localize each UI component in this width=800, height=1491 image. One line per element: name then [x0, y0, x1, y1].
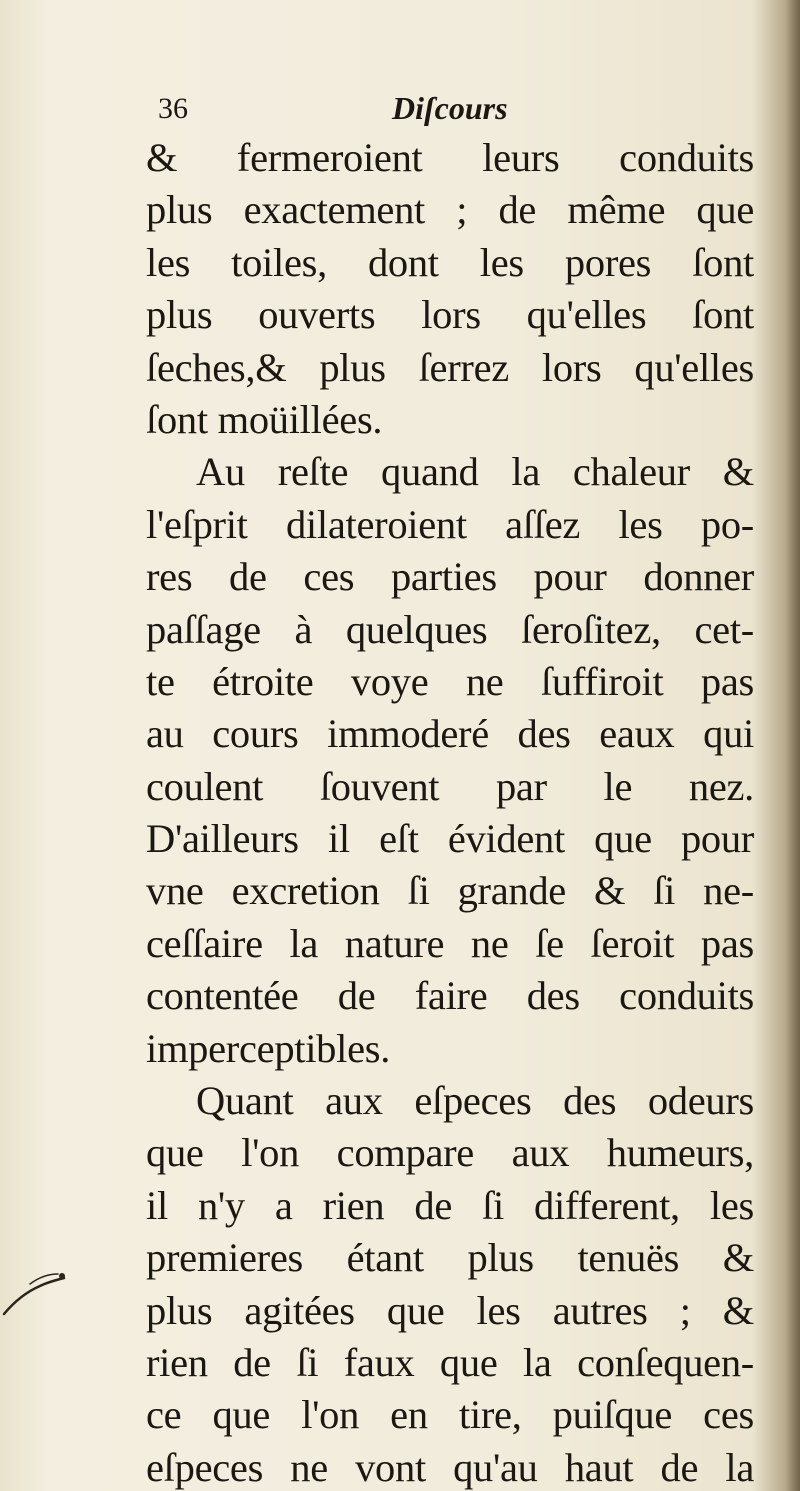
- text-line: te étroite voye ne ſuffiroit pas: [146, 658, 754, 704]
- running-title: Diſcours: [392, 90, 508, 126]
- text-line: plus agitées que les autres ; &: [146, 1287, 754, 1333]
- text-line: rien de ſi faux que la conſequen-: [146, 1339, 754, 1385]
- text-line: ceſſaire la nature ne ſe ſeroit pas: [146, 920, 754, 966]
- text-line: plus ouverts lors qu'elles ſont: [146, 292, 754, 338]
- text-line: ce que l'on en tire, puiſque ces: [146, 1392, 754, 1438]
- body-text: [146, 132, 754, 1491]
- text-line: l'eſprit dilateroient aſſez les po-: [146, 501, 754, 547]
- text-line: que l'on compare aux humeurs,: [146, 1130, 754, 1176]
- ink-flourish-mark: [0, 1262, 72, 1322]
- text-line: paſſage à quelques ſeroſitez, cet-: [146, 606, 754, 652]
- page-number: 36: [158, 92, 188, 125]
- paragraph-start-line: Quant aux eſpeces des odeurs: [196, 1078, 754, 1124]
- text-line: au cours immoderé des eaux qui: [146, 711, 754, 757]
- text-line: eſpeces ne vont qu'au haut de la: [146, 1444, 754, 1490]
- running-header: [150, 88, 750, 132]
- paragraph-start-line: Au reſte quand la chaleur &: [196, 449, 754, 495]
- text-line: plus exactement ; de même que: [146, 187, 754, 233]
- text-line: ſont moüillées.: [146, 396, 383, 442]
- text-line: les toiles, dont les pores ſont: [146, 239, 754, 285]
- text-line: contentée de faire des conduits: [146, 973, 754, 1019]
- page-gutter-shadow: [786, 0, 800, 1491]
- text-line: premieres étant plus tenuës &: [146, 1235, 754, 1281]
- text-line: & fermeroient leurs conduits: [146, 135, 754, 180]
- text-line: res de ces parties pour donner: [146, 554, 754, 600]
- text-line: D'ailleurs il eſt évident que pour: [146, 816, 754, 862]
- text-line: imperceptibles.: [146, 1025, 391, 1071]
- text-line: il n'y a rien de ſi different, les: [146, 1182, 754, 1228]
- text-line: ſeches,& plus ſerrez lors qu'elles: [146, 344, 754, 390]
- text-line: vne excretion ſi grande & ſi ne-: [146, 868, 754, 914]
- text-line: coulent ſouvent par le nez.: [146, 763, 754, 809]
